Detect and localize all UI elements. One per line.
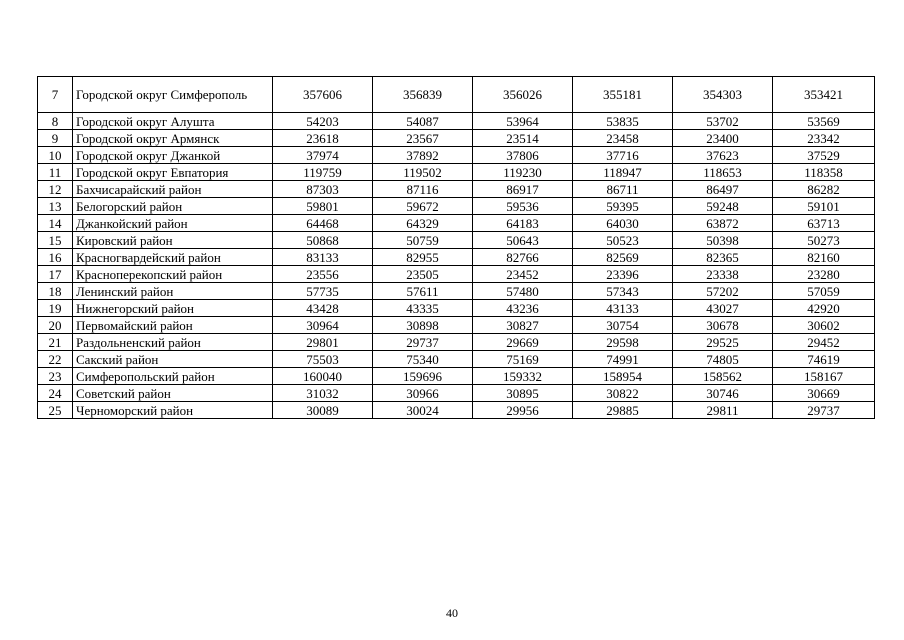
table-row [38, 198, 875, 215]
value-cell: 37806 [473, 147, 573, 164]
value-cell: 37892 [373, 147, 473, 164]
value-cell: 356839 [373, 77, 473, 113]
value-cell: 30024 [373, 402, 473, 419]
value-cell: 23556 [273, 266, 373, 283]
value-cell: 57343 [573, 283, 673, 300]
value-cell: 23400 [673, 130, 773, 147]
table-row [38, 232, 875, 249]
value-cell: 23567 [373, 130, 473, 147]
row-number-cell: 24 [38, 385, 73, 402]
value-cell: 29452 [773, 334, 875, 351]
table-row [38, 113, 875, 130]
value-cell: 30822 [573, 385, 673, 402]
value-cell: 59536 [473, 198, 573, 215]
value-cell: 23458 [573, 130, 673, 147]
value-cell: 31032 [273, 385, 373, 402]
district-name-cell: Красноперекопский район [73, 266, 273, 283]
row-number-cell: 18 [38, 283, 73, 300]
value-cell: 50398 [673, 232, 773, 249]
row-number-cell: 19 [38, 300, 73, 317]
row-number-cell: 8 [38, 113, 73, 130]
row-number-cell: 25 [38, 402, 73, 419]
value-cell: 158167 [773, 368, 875, 385]
table-row [38, 215, 875, 232]
table-row [38, 351, 875, 368]
table-row [38, 77, 875, 113]
value-cell: 30827 [473, 317, 573, 334]
value-cell: 53964 [473, 113, 573, 130]
value-cell: 82365 [673, 249, 773, 266]
value-cell: 23342 [773, 130, 875, 147]
value-cell: 57059 [773, 283, 875, 300]
value-cell: 74991 [573, 351, 673, 368]
value-cell: 64030 [573, 215, 673, 232]
value-cell: 43428 [273, 300, 373, 317]
row-number-cell: 9 [38, 130, 73, 147]
value-cell: 29956 [473, 402, 573, 419]
value-cell: 54203 [273, 113, 373, 130]
value-cell: 53702 [673, 113, 773, 130]
value-cell: 30669 [773, 385, 875, 402]
district-name-cell: Сакский район [73, 351, 273, 368]
value-cell: 23396 [573, 266, 673, 283]
value-cell: 29598 [573, 334, 673, 351]
value-cell: 53569 [773, 113, 875, 130]
page-number: 40 [446, 606, 458, 620]
value-cell: 50643 [473, 232, 573, 249]
value-cell: 54087 [373, 113, 473, 130]
value-cell: 59395 [573, 198, 673, 215]
value-cell: 118653 [673, 164, 773, 181]
row-number-cell: 10 [38, 147, 73, 164]
value-cell: 29811 [673, 402, 773, 419]
value-cell: 87116 [373, 181, 473, 198]
row-number-cell: 11 [38, 164, 73, 181]
value-cell: 158562 [673, 368, 773, 385]
value-cell: 43335 [373, 300, 473, 317]
value-cell: 118947 [573, 164, 673, 181]
value-cell: 86711 [573, 181, 673, 198]
value-cell: 29885 [573, 402, 673, 419]
value-cell: 82569 [573, 249, 673, 266]
value-cell: 30678 [673, 317, 773, 334]
data-table [37, 76, 875, 419]
district-name-cell: Городской округ Алушта [73, 113, 273, 130]
district-name-cell: Городской округ Армянск [73, 130, 273, 147]
value-cell: 30964 [273, 317, 373, 334]
value-cell: 30966 [373, 385, 473, 402]
row-number-cell: 22 [38, 351, 73, 368]
value-cell: 23338 [673, 266, 773, 283]
district-name-cell: Раздольненский район [73, 334, 273, 351]
value-cell: 118358 [773, 164, 875, 181]
value-cell: 50273 [773, 232, 875, 249]
value-cell: 354303 [673, 77, 773, 113]
value-cell: 30089 [273, 402, 373, 419]
table-row [38, 334, 875, 351]
district-name-cell: Первомайский район [73, 317, 273, 334]
value-cell: 74805 [673, 351, 773, 368]
value-cell: 57735 [273, 283, 373, 300]
row-number-cell: 14 [38, 215, 73, 232]
value-cell: 30754 [573, 317, 673, 334]
value-cell: 50759 [373, 232, 473, 249]
value-cell: 59248 [673, 198, 773, 215]
value-cell: 82955 [373, 249, 473, 266]
district-name-cell: Симферопольский район [73, 368, 273, 385]
table-body [38, 77, 875, 419]
value-cell: 64183 [473, 215, 573, 232]
value-cell: 64329 [373, 215, 473, 232]
district-name-cell: Кировский район [73, 232, 273, 249]
value-cell: 50868 [273, 232, 373, 249]
value-cell: 37716 [573, 147, 673, 164]
district-name-cell: Ленинский район [73, 283, 273, 300]
value-cell: 83133 [273, 249, 373, 266]
value-cell: 64468 [273, 215, 373, 232]
row-number-cell: 21 [38, 334, 73, 351]
value-cell: 159696 [373, 368, 473, 385]
value-cell: 63713 [773, 215, 875, 232]
table-row [38, 147, 875, 164]
value-cell: 37529 [773, 147, 875, 164]
value-cell: 59101 [773, 198, 875, 215]
district-name-cell: Городской округ Джанкой [73, 147, 273, 164]
value-cell: 23505 [373, 266, 473, 283]
value-cell: 86917 [473, 181, 573, 198]
value-cell: 30898 [373, 317, 473, 334]
value-cell: 86497 [673, 181, 773, 198]
value-cell: 159332 [473, 368, 573, 385]
value-cell: 158954 [573, 368, 673, 385]
value-cell: 29525 [673, 334, 773, 351]
table-row [38, 317, 875, 334]
value-cell: 57611 [373, 283, 473, 300]
district-name-cell: Городской округ Симферополь [73, 77, 273, 113]
row-number-cell: 16 [38, 249, 73, 266]
value-cell: 30895 [473, 385, 573, 402]
table-row [38, 181, 875, 198]
value-cell: 355181 [573, 77, 673, 113]
value-cell: 42920 [773, 300, 875, 317]
row-number-cell: 12 [38, 181, 73, 198]
value-cell: 29737 [373, 334, 473, 351]
value-cell: 75503 [273, 351, 373, 368]
table-row [38, 249, 875, 266]
value-cell: 43133 [573, 300, 673, 317]
district-name-cell: Черноморский район [73, 402, 273, 419]
district-name-cell: Джанкойский район [73, 215, 273, 232]
value-cell: 43027 [673, 300, 773, 317]
table-row [38, 130, 875, 147]
table-row [38, 283, 875, 300]
value-cell: 53835 [573, 113, 673, 130]
value-cell: 30746 [673, 385, 773, 402]
value-cell: 82766 [473, 249, 573, 266]
value-cell: 74619 [773, 351, 875, 368]
row-number-cell: 20 [38, 317, 73, 334]
value-cell: 63872 [673, 215, 773, 232]
table-row [38, 368, 875, 385]
value-cell: 29737 [773, 402, 875, 419]
row-number-cell: 13 [38, 198, 73, 215]
value-cell: 23618 [273, 130, 373, 147]
value-cell: 75340 [373, 351, 473, 368]
district-name-cell: Советский район [73, 385, 273, 402]
value-cell: 29669 [473, 334, 573, 351]
value-cell: 357606 [273, 77, 373, 113]
value-cell: 160040 [273, 368, 373, 385]
value-cell: 50523 [573, 232, 673, 249]
value-cell: 37974 [273, 147, 373, 164]
value-cell: 119759 [273, 164, 373, 181]
value-cell: 57202 [673, 283, 773, 300]
district-name-cell: Белогорский район [73, 198, 273, 215]
value-cell: 119230 [473, 164, 573, 181]
value-cell: 43236 [473, 300, 573, 317]
table-row [38, 385, 875, 402]
value-cell: 23280 [773, 266, 875, 283]
value-cell: 87303 [273, 181, 373, 198]
value-cell: 59672 [373, 198, 473, 215]
district-name-cell: Нижнегорский район [73, 300, 273, 317]
table-row [38, 300, 875, 317]
district-name-cell: Красногвардейский район [73, 249, 273, 266]
value-cell: 23452 [473, 266, 573, 283]
value-cell: 356026 [473, 77, 573, 113]
value-cell: 75169 [473, 351, 573, 368]
value-cell: 82160 [773, 249, 875, 266]
row-number-cell: 7 [38, 77, 73, 113]
table-row [38, 266, 875, 283]
district-name-cell: Городской округ Евпатория [73, 164, 273, 181]
district-name-cell: Бахчисарайский район [73, 181, 273, 198]
row-number-cell: 23 [38, 368, 73, 385]
value-cell: 57480 [473, 283, 573, 300]
value-cell: 30602 [773, 317, 875, 334]
value-cell: 59801 [273, 198, 373, 215]
table-row [38, 164, 875, 181]
value-cell: 29801 [273, 334, 373, 351]
table-row [38, 402, 875, 419]
value-cell: 86282 [773, 181, 875, 198]
row-number-cell: 17 [38, 266, 73, 283]
value-cell: 23514 [473, 130, 573, 147]
value-cell: 353421 [773, 77, 875, 113]
value-cell: 37623 [673, 147, 773, 164]
row-number-cell: 15 [38, 232, 73, 249]
value-cell: 119502 [373, 164, 473, 181]
